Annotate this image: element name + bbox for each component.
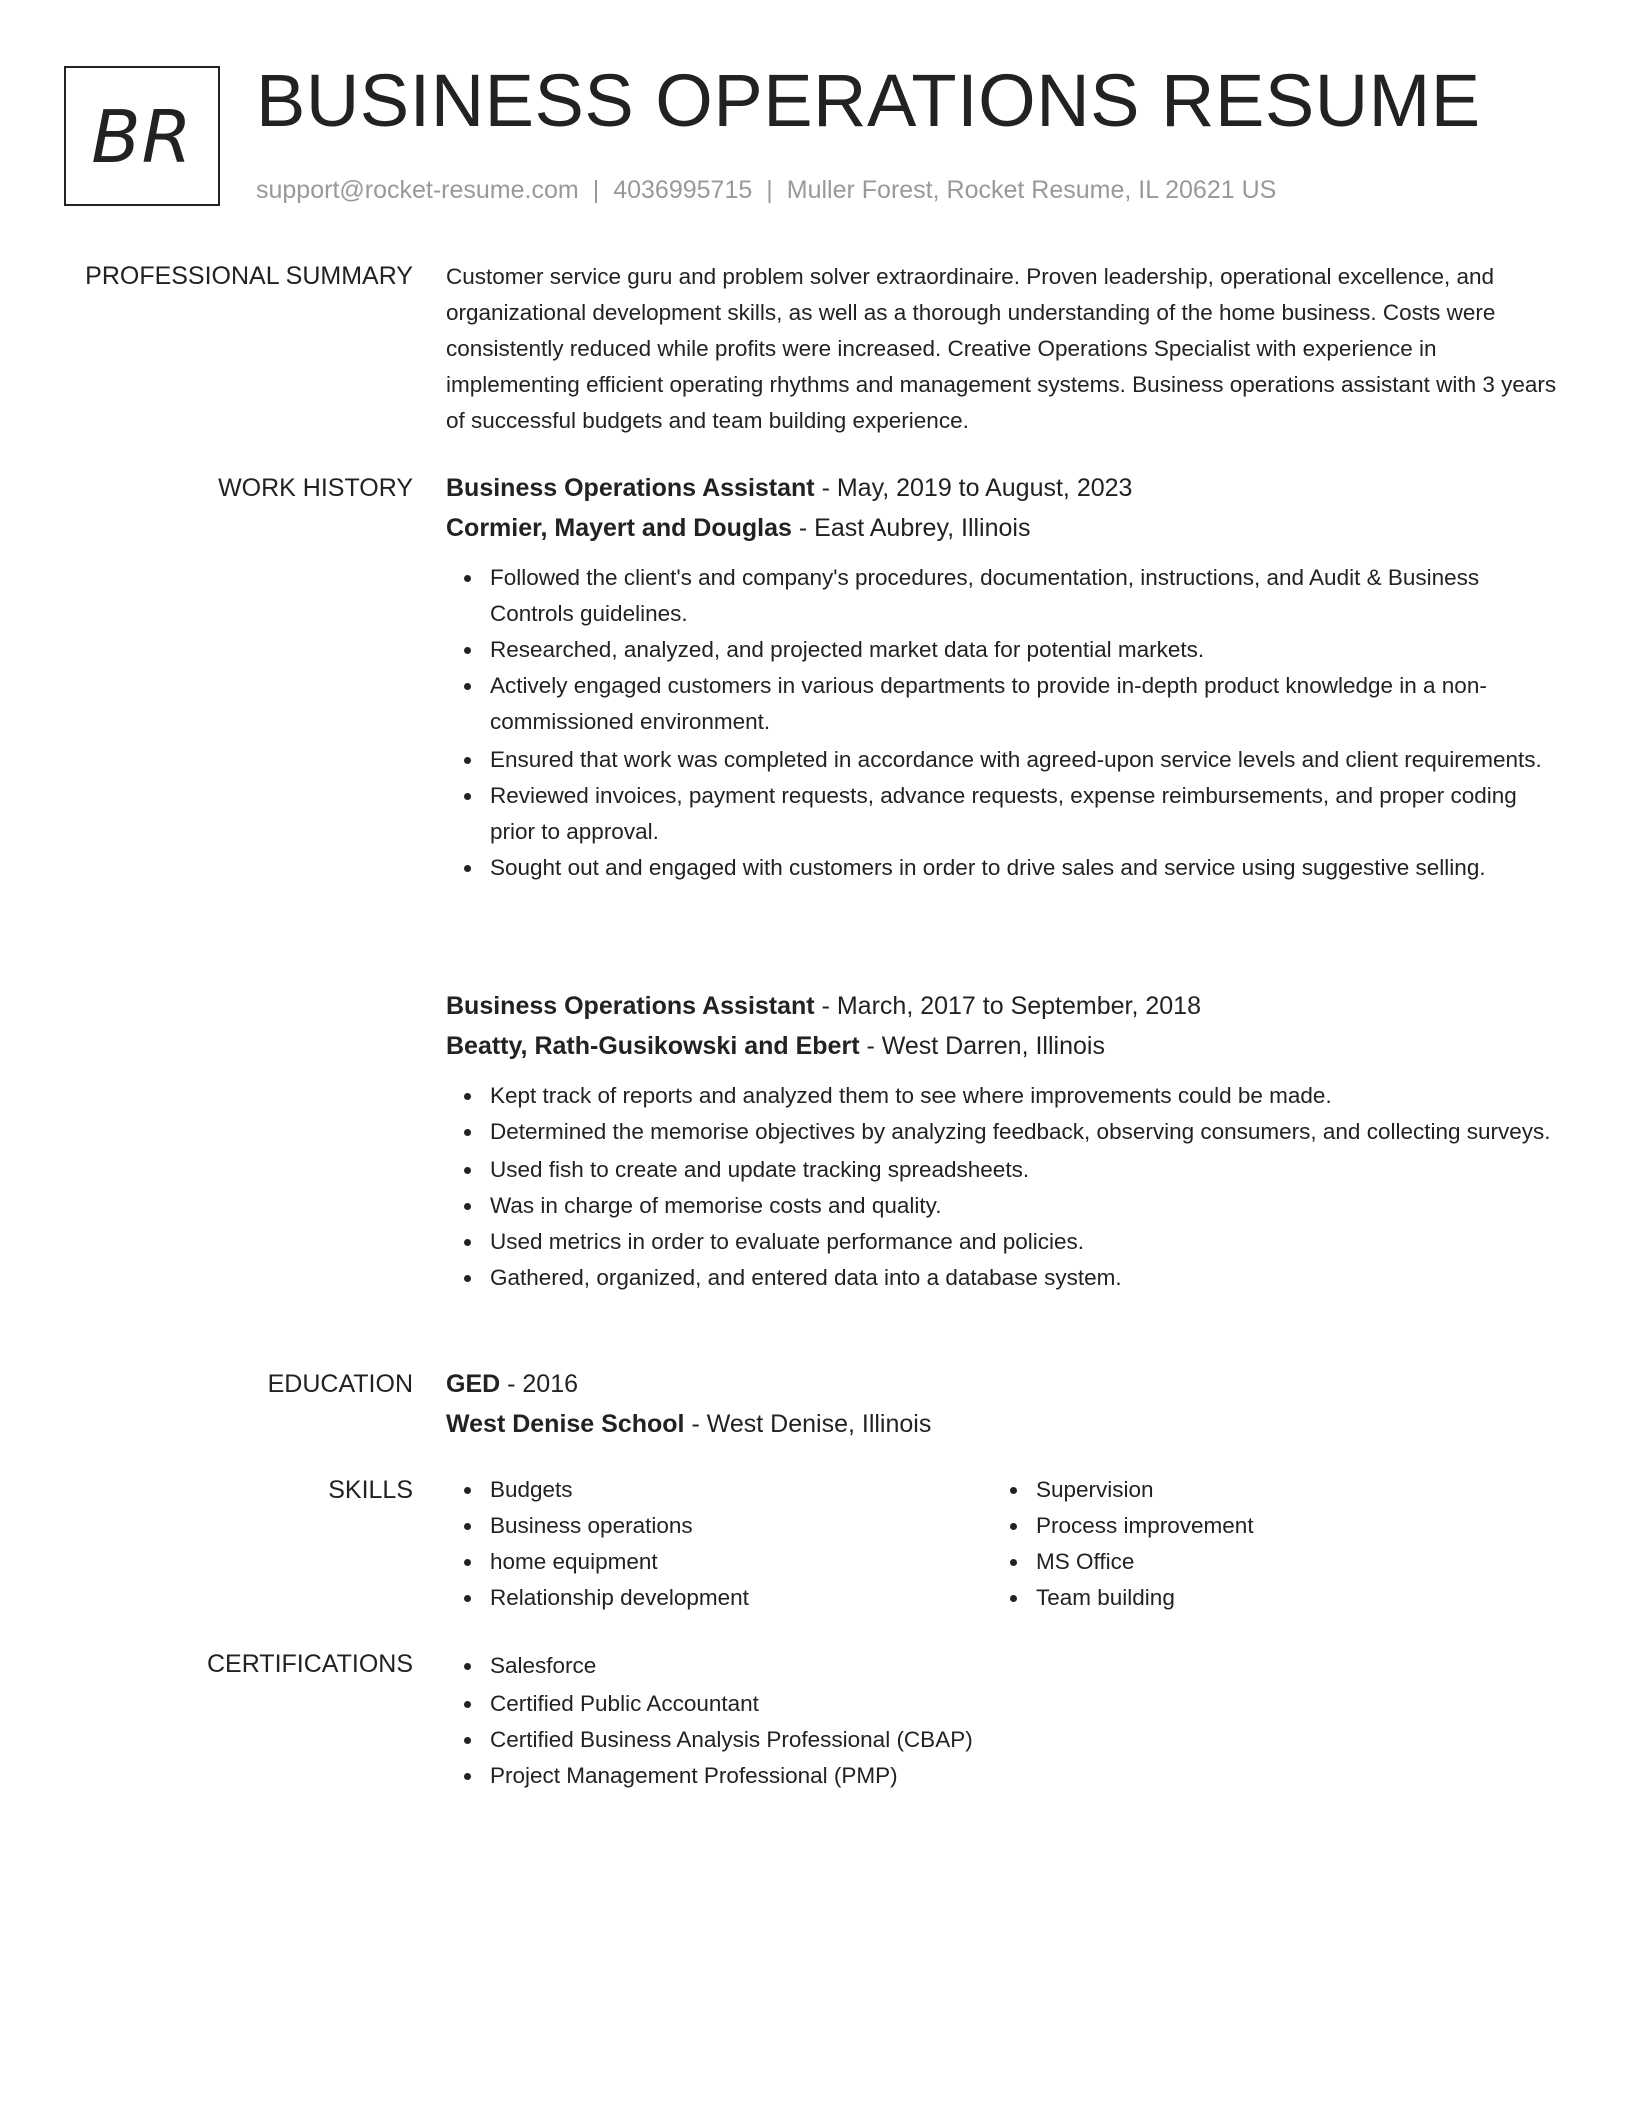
skills-list-left	[446, 1472, 986, 1616]
list-item: Certified Business Analysis Professional (CBAP)	[490, 1722, 1566, 1758]
resume-title: BUSINESS OPERATIONS RESUME	[256, 59, 1481, 142]
section-label-summary: PROFESSIONAL SUMMARY	[85, 262, 413, 290]
job-company: Cormier, Mayert and Douglas	[446, 514, 792, 542]
list-item: Kept track of reports and analyzed them to see where improvements could be made.	[490, 1078, 1566, 1114]
job-company: Beatty, Rath-Gusikowski and Ebert	[446, 1032, 860, 1060]
section-label-work-history: WORK HISTORY	[218, 474, 413, 502]
contact-line	[256, 172, 1276, 208]
education-degree: GED	[446, 1370, 501, 1398]
list-item: Process improvement	[1036, 1508, 1532, 1544]
job-company-line	[446, 508, 1030, 548]
list-item: Business operations	[490, 1508, 986, 1544]
job-title: Business Operations Assistant	[446, 474, 815, 502]
list-item: Followed the client's and company's procedures, documentation, instructions, and Audit & Business Controls guidelines.	[490, 560, 1566, 632]
job-dates: - March, 2017 to September, 2018	[814, 992, 1201, 1020]
list-item: MS Office	[1036, 1544, 1532, 1580]
section-label-skills: SKILLS	[328, 1476, 413, 1504]
list-item: Budgets	[490, 1472, 986, 1508]
education-school: West Denise School	[446, 1410, 685, 1438]
list-item: Reviewed invoices, payment requests, advance requests, expense reimbursements, and proper coding prior to approval.	[490, 778, 1566, 850]
job-title: Business Operations Assistant	[446, 992, 815, 1020]
job-bullets	[446, 1078, 1566, 1296]
monogram-box	[64, 66, 220, 206]
education-year: - 2016	[500, 1370, 579, 1398]
list-item: Used metrics in order to evaluate performance and policies.	[490, 1224, 1566, 1260]
summary-text: Customer service guru and problem solver extraordinaire. Proven leadership, operational excellence, and organizational development skills, as well as a thorough understanding of the home business. Costs were consistently reduced while profits were increased. Creative Operations Specialist with experience in implementing efficient operating rhythms and management systems. Business operations assistant with 3 years of successful budgets and team building experience.	[446, 264, 1557, 433]
list-item: home equipment	[490, 1544, 986, 1580]
monogram-initials: BR	[91, 95, 193, 179]
job-title-line	[446, 468, 1132, 508]
list-item: Sought out and engaged with customers in order to drive sales and service using suggestive selling.	[490, 850, 1566, 886]
section-label-education: EDUCATION	[267, 1370, 413, 1398]
list-item: Team building	[1036, 1580, 1532, 1616]
list-item: Actively engaged customers in various departments to provide in-depth product knowledge in a non-commissioned environment.	[490, 668, 1566, 740]
job-dates: - May, 2019 to August, 2023	[814, 474, 1133, 502]
list-item: Project Management Professional (PMP)	[490, 1758, 1566, 1794]
contact-separator: |	[592, 176, 600, 204]
job-company-line	[446, 1026, 1105, 1066]
skills-list-right	[992, 1472, 1532, 1616]
education-location: - West Denise, Illinois	[684, 1410, 932, 1438]
contact-phone: 4036995715	[613, 176, 753, 204]
list-item: Determined the memorise objectives by analyzing feedback, observing consumers, and collecting surveys.	[490, 1114, 1566, 1150]
education-degree-line	[446, 1364, 578, 1404]
list-item: Was in charge of memorise costs and quality.	[490, 1188, 1566, 1224]
contact-address: Muller Forest, Rocket Resume, IL 20621 US	[786, 176, 1277, 204]
list-item: Supervision	[1036, 1472, 1532, 1508]
list-item: Certified Public Accountant	[490, 1686, 1566, 1722]
list-item: Researched, analyzed, and projected market data for potential markets.	[490, 632, 1566, 668]
list-item: Relationship development	[490, 1580, 986, 1616]
list-item: Salesforce	[490, 1648, 1566, 1684]
list-item: Gathered, organized, and entered data into a database system.	[490, 1260, 1566, 1296]
job-location: - East Aubrey, Illinois	[791, 514, 1031, 542]
contact-separator: |	[766, 176, 773, 204]
list-item: Ensured that work was completed in accordance with agreed-upon service levels and client requirements.	[490, 742, 1566, 778]
certifications-list	[446, 1648, 1566, 1794]
section-label-certifications: CERTIFICATIONS	[206, 1650, 413, 1678]
list-item: Used fish to create and update tracking spreadsheets.	[490, 1152, 1566, 1188]
job-bullets	[446, 560, 1566, 886]
job-title-line	[446, 986, 1201, 1026]
contact-email: support@rocket-resume.com	[256, 176, 579, 204]
job-location: - West Darren, Illinois	[859, 1032, 1105, 1060]
education-school-line	[446, 1404, 931, 1444]
